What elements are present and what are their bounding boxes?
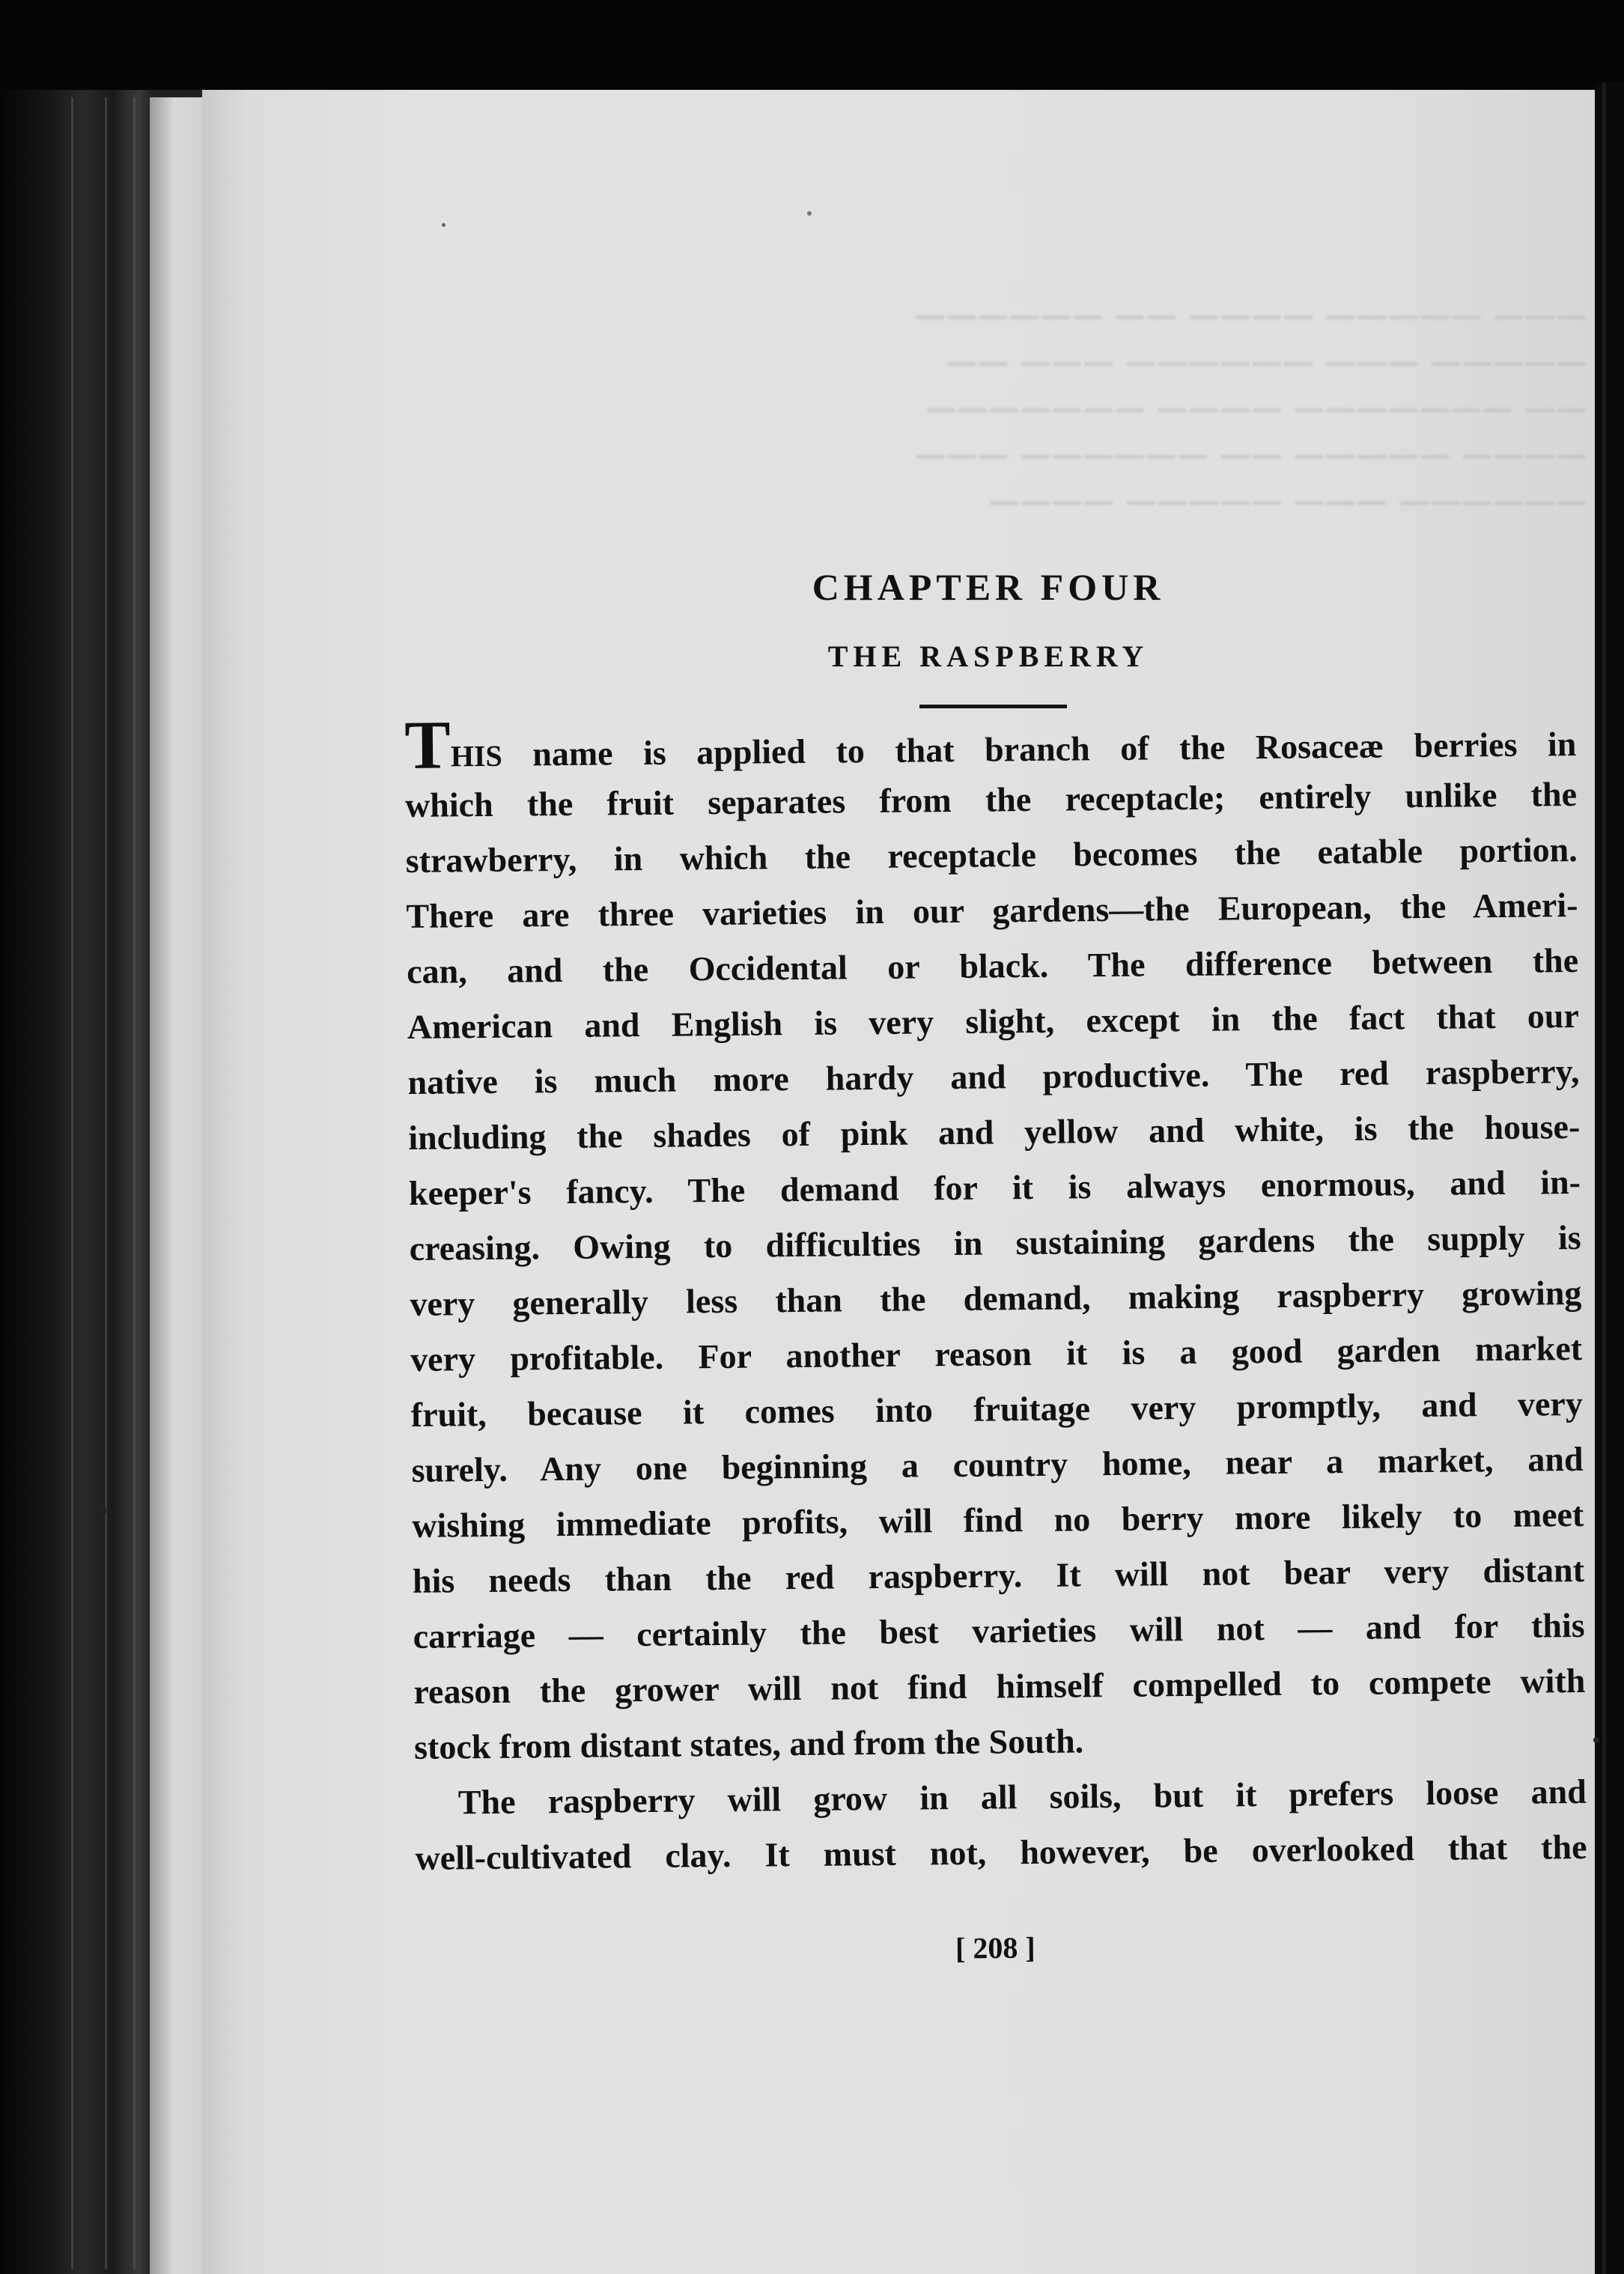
text-line: fruit, because it comes into fruitage very promptly, and very xyxy=(410,1384,1584,1434)
drop-cap: T xyxy=(404,706,451,783)
text-line: reason the grower will not find himself compelled to compete with xyxy=(413,1661,1586,1711)
scan-right-rule xyxy=(1602,82,1606,2274)
text-line: very generally less than the demand, making raspberry growing xyxy=(410,1273,1582,1323)
scan-right-border xyxy=(1595,82,1624,2274)
first-word-smallcaps: HIS xyxy=(450,738,502,773)
chapter-title: CHAPTER FOUR xyxy=(812,566,1165,608)
text-line: native is much more hardy and productive. The red raspberry, xyxy=(407,1051,1580,1101)
text-line: stock from distant states, and from the South. xyxy=(413,1721,1084,1766)
text-line: very profitable. For another reason it is a good garden market xyxy=(410,1328,1583,1378)
scan-speck xyxy=(807,211,812,216)
text-line: THIS name is applied to that branch of the Rosaceæ berries in xyxy=(404,706,1577,783)
text-line: his needs than the red raspberry. It will not bear very distant xyxy=(412,1550,1585,1600)
reverse-side-bleed-through: ——— ————— ———— —— —————— ————— ——— —————— ——— —— —— ——————— ———— ——————— ———— ————— —— —————— ——— —————— ——— ————— ———— xyxy=(914,297,1587,519)
scan-speck xyxy=(442,223,445,227)
chapter-body-text xyxy=(404,706,1587,1886)
text-line: strawberry, in which the receptacle becomes the eatable portion. xyxy=(405,830,1578,880)
text-line: creasing. Owing to difficulties in sustaining gardens the supply is xyxy=(409,1217,1581,1268)
page-edge-line xyxy=(71,97,73,2269)
text-line: keeper's fancy. The demand for it is always enormous, and in- xyxy=(408,1162,1581,1212)
text-line: can, and the Occidental or black. The difference between the xyxy=(406,940,1579,991)
text-line: wishing immediate profits, will find no berry more likely to meet xyxy=(412,1495,1584,1545)
text-line: well-cultivated clay. It must not, however, be overlooked that the xyxy=(415,1827,1587,1877)
text-line: There are three varieties in our gardens—the European, the Ameri- xyxy=(406,885,1578,935)
scan-top-border xyxy=(0,0,1624,97)
text-line: The raspberry will grow in all soils, but it prefers loose and xyxy=(457,1772,1587,1822)
scan-speck xyxy=(1593,1737,1599,1743)
chapter-subtitle: THE RASPBERRY xyxy=(827,639,1149,673)
text-line: including the shades of pink and yellow and white, is the house- xyxy=(408,1107,1581,1157)
page-number: [ 208 ] xyxy=(955,1930,1035,1966)
page-edge-line xyxy=(133,97,136,2269)
text-line: American and English is very slight, except in the fact that our xyxy=(407,996,1580,1046)
page-edge-line xyxy=(105,97,107,2269)
text-line: which the fruit separates from the receptacle; entirely unlike the xyxy=(404,774,1578,824)
title-divider xyxy=(919,705,1067,708)
page-gutter xyxy=(150,97,210,2274)
text-line: surely. Any one beginning a country home, near a market, and xyxy=(411,1439,1584,1489)
text-line: carriage — certainly the best varieties will not — and for this xyxy=(413,1605,1585,1656)
scan-speck xyxy=(97,1505,106,1517)
